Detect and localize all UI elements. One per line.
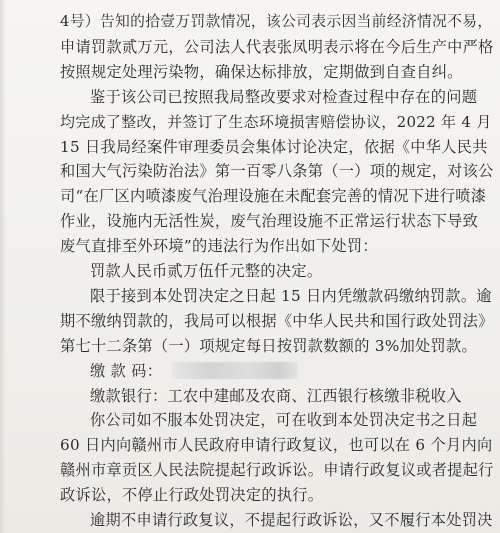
redacted-payment-code — [172, 362, 298, 379]
text-line-3: 按照规定处理污染物，确保达标排放，定期做到自查自纠。 — [60, 62, 463, 81]
text-line-19: 赣州市章贡区人民法院提起行政诉讼。申请行政复议或者提起行 — [60, 461, 494, 480]
text-line-8: 司“在厂区内喷漆废气治理设施在未配套完善的情况下进行喷漆 — [60, 187, 487, 206]
text-line-12: 限于接到本处罚决定之日起 15 日内凭缴款码缴纳罚款。逾 — [90, 286, 492, 305]
text-line-5: 均完成了整改，并签订了生态环境损害赔偿协议，2022 年 4 月 — [60, 112, 492, 131]
text-line-20: 政诉讼，不停止行政处罚决定的执行。 — [60, 486, 324, 505]
text-line-4: 鉴于该公司已按照我局整改要求对检查过程中存在的问题 — [90, 87, 478, 106]
text-line-6: 15 日我局经案件审理委员会集体讨论决定，依据《中华人民共 — [60, 137, 488, 156]
text-line-7: 和国大气污染防治法》第一百零八条第（一）项的规定，对该公 — [60, 162, 494, 181]
text-line-9: 作业，设施内无活性炭，废气治理设施不正常运行状态下导致 — [60, 212, 479, 231]
text-line-21: 逾期不申请行政复议，不提起行政诉讼，又不履行本处罚决 — [90, 511, 493, 529]
text-line-2: 申请罚款贰万元，公司法人代表张凤明表示将在今后生产中严格 — [60, 37, 494, 56]
payment-code-label: 缴 款 码： — [90, 361, 163, 380]
text-line-11: 罚款人民币贰万伍仟元整的决定。 — [90, 262, 323, 280]
text-line-17: 你公司如不服本处罚决定，可在收到本处罚决定书之日起 — [90, 411, 478, 430]
text-line-18: 60 日内向赣州市人民政府申请行政复议，也可以在 6 个月内向 — [60, 436, 493, 455]
text-line-14: 第七十二条第（一）项规定每日按罚款数额的 3%加处罚款。 — [60, 336, 478, 355]
text-line-16: 缴款银行：工农中建邮及农商、江西银行核缴非税收入 — [90, 386, 462, 405]
text-line-1: 4号）告知的拾壹万罚款情况，该公司表示因当前经济情况不易， — [60, 13, 493, 30]
text-line-13: 期不缴纳罚款的，我局可以根据《中华人民共和国行政处罚法》 — [60, 311, 494, 330]
payment-code-line — [90, 361, 298, 381]
page-fold-shadow — [0, 0, 6, 533]
text-line-10: 废气直排至外环境”的违法行为作出如下处罚： — [60, 237, 378, 256]
